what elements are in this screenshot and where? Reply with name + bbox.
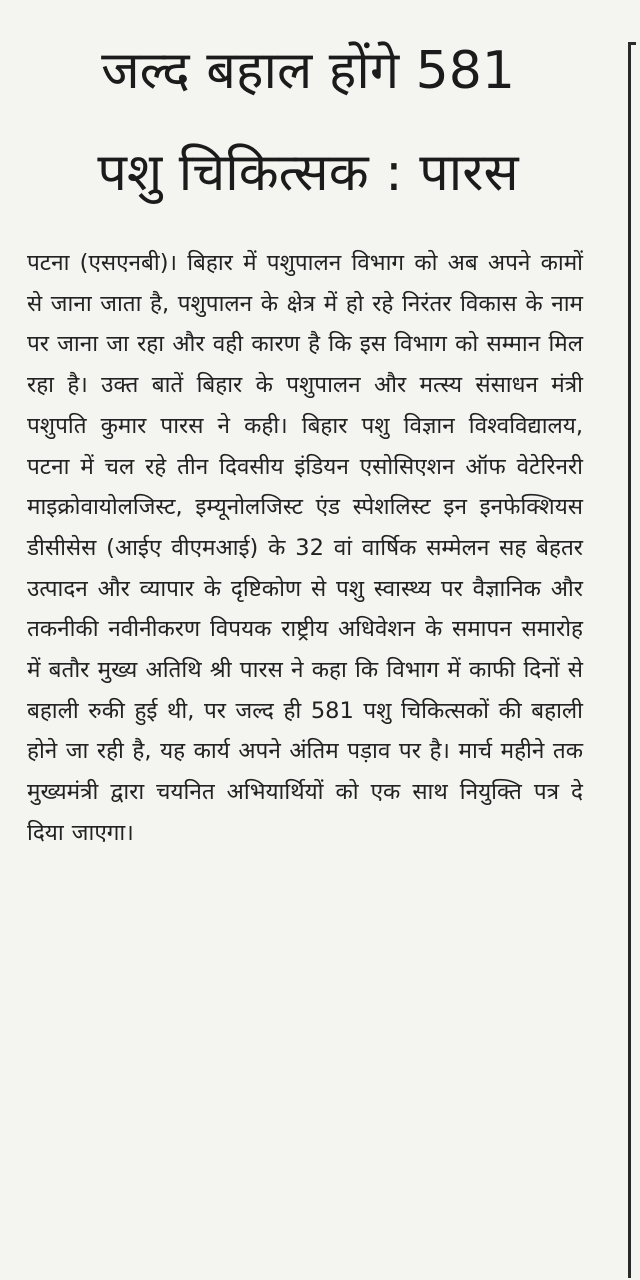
headline-line-2: पशु चिकित्सक : पारस [97,143,519,203]
column-divider-tick [628,42,636,45]
column-divider [628,42,631,1278]
headline-line-1: जल्द बहाल होंगे 581 [101,41,515,101]
article-body: पटना (एसएनबी)। बिहार में पशुपालन विभाग को अब अपने कामों से जाना जाता है, पशुपालन के क्षेत्र में हो रहे निरंतर विकास के नाम पर जाना जा रहा और वही कारण है कि इस विभाग को सम्मान मिल रहा है। उक्त बातें बिहार के पशुपालन और मत्स्य संसाधन मंत्री पशुपति कुमार पारस ने कही। बिहार पशु विज्ञान विश्वविद्यालय, पटना में चल रहे तीन दिवसीय इंडियन एसोसिएशन ऑफ वेटेरिनरी माइक्रोवायोलजिस्ट, इम्यूनोलजिस्ट एंड स्पेशलिस्ट इन इनफेक्शियस डीसीसेस (आईए वीएमआई) के 32 वां वार्षिक सम्मेलन सह बेहतर उत्पादन और व्यापार के दृष्टिकोण से पशु स्वास्थ्य पर वैज्ञानिक और तकनीकी नवीनीकरण विपयक राष्ट्रीय अधिवेशन के समापन समारोह में बतौर मुख्य अतिथि श्री पारस ने कहा कि विभाग में काफी दिनों से बहाली रुकी हुई थी, पर जल्द ही 581 पशु चिकित्सकों की बहाली होने जा रही है, यह कार्य अपने अंतिम पड़ाव पर है। मार्च महीने तक मुख्यमंत्री द्वारा चयनित अभियार्थियों को एक साथ नियुक्ति पत्र दे दिया जाएगा। [27,250,583,846]
